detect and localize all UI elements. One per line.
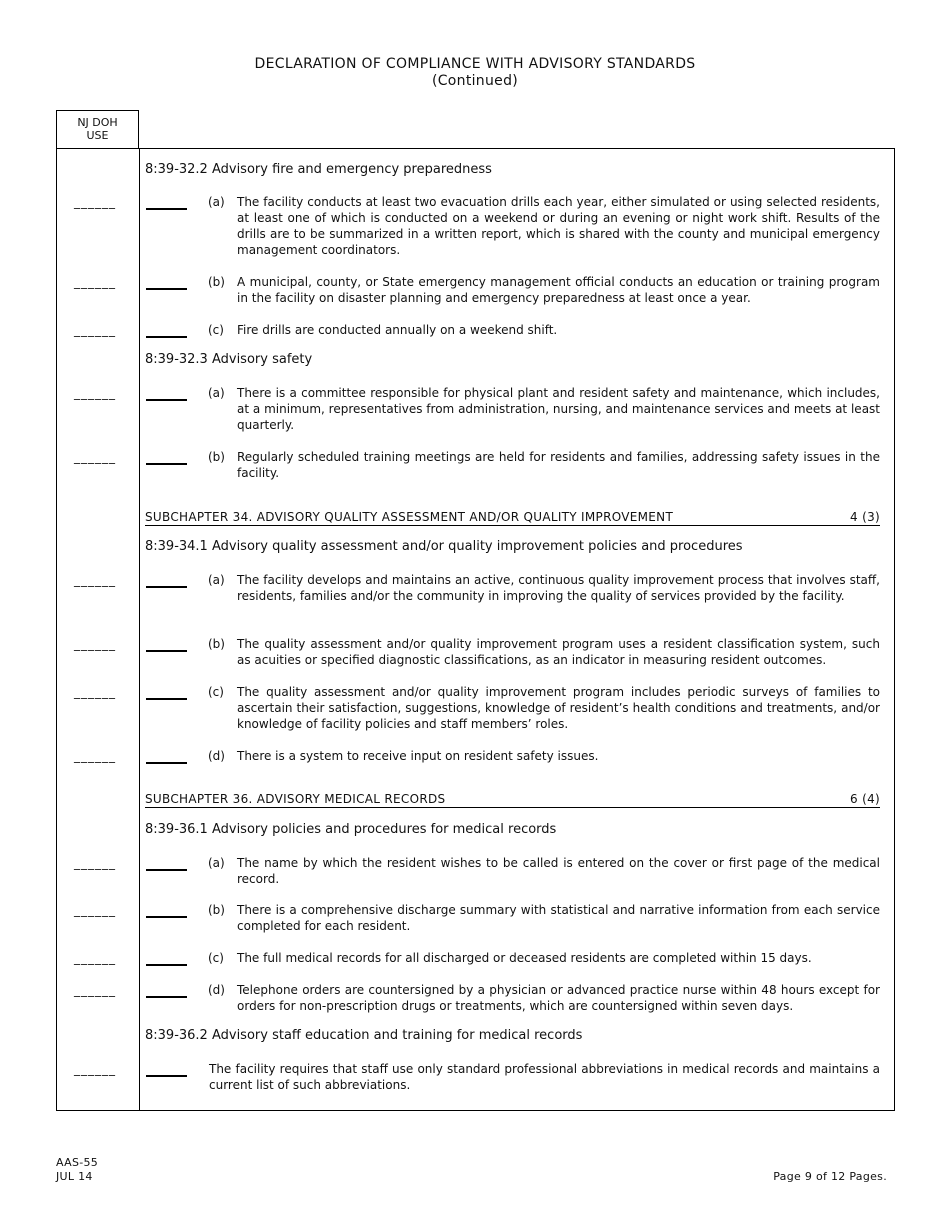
item-text: The full medical records for all discharged or deceased residents are completed within 15 days.: [237, 951, 812, 965]
compliance-item: [0, 572, 895, 603]
item-label: (c): [208, 685, 224, 699]
item-text: There is a committee responsible for physical plant and resident safety and maintenance, which includes, at a minimum, representatives from administration, nursing, and maintenance services and meets at least quarterly.: [237, 386, 880, 432]
njdoh-mark-field[interactable]: ______: [74, 195, 116, 209]
item-text: Fire drills are conducted annually on a weekend shift.: [237, 323, 558, 337]
section-heading: 8:39-32.3 Advisory safety: [145, 352, 313, 367]
compliance-blank[interactable]: [146, 762, 187, 764]
njdoh-mark-field[interactable]: ______: [74, 685, 116, 699]
column-divider: [139, 148, 140, 1111]
compliance-blank[interactable]: [146, 698, 187, 700]
subchapter-heading: [145, 792, 880, 808]
item-text: Telephone orders are countersigned by a physician or advanced practice nurse within 48 hours except for orders for non-prescription drugs or treatments, which are countersigned within seven days.: [237, 983, 880, 1013]
njdoh-use-label: NJ DOH USE: [77, 116, 118, 142]
njdoh-mark-field[interactable]: ______: [74, 275, 116, 289]
item-label: (c): [208, 323, 224, 337]
item-label: (b): [208, 275, 225, 289]
njdoh-mark-field[interactable]: ______: [74, 951, 116, 965]
subchapter-points: 6 (4): [850, 792, 880, 806]
item-label: (a): [208, 386, 225, 400]
njdoh-mark-field[interactable]: ______: [74, 573, 116, 587]
compliance-item: [0, 902, 895, 933]
njdoh-mark-field[interactable]: ______: [74, 856, 116, 870]
item-text: The facility develops and maintains an active, continuous quality improvement process that involves staff, residents, families and/or the community in improving the quality of services provided by the facility.: [237, 573, 880, 603]
compliance-blank[interactable]: [146, 1075, 187, 1077]
compliance-blank[interactable]: [146, 399, 187, 401]
compliance-item: [0, 950, 895, 965]
compliance-blank[interactable]: [146, 288, 187, 290]
compliance-item: [0, 982, 895, 1013]
compliance-item: [0, 194, 895, 257]
item-text: Regularly scheduled training meetings are held for residents and families, addressing safety issues in the facility.: [237, 450, 880, 480]
compliance-blank[interactable]: [146, 964, 187, 966]
item-text: The facility requires that staff use only standard professional abbreviations in medical records and maintains a current list of such abbreviations.: [209, 1062, 880, 1092]
compliance-item: [0, 855, 895, 886]
njdoh-mark-field[interactable]: ______: [74, 1062, 116, 1076]
compliance-blank[interactable]: [146, 208, 187, 210]
item-label: (a): [208, 573, 225, 587]
compliance-item: [0, 385, 895, 432]
subchapter-title: SUBCHAPTER 36. ADVISORY MEDICAL RECORDS: [145, 792, 446, 806]
item-text: The facility conducts at least two evacuation drills each year, either simulated or using selected residents, at least one of which is conducted on a weekend or during an evening or night work shift. Results of the drills are to be summarized in a written report, which is shared with the county and municipal emergency management coordinators.: [237, 195, 880, 257]
compliance-item: [0, 636, 895, 667]
item-label: (b): [208, 903, 225, 917]
item-text: A municipal, county, or State emergency management official conducts an education or training program in the facility on disaster planning and emergency preparedness at least once a year.: [237, 275, 880, 305]
njdoh-mark-field[interactable]: ______: [74, 983, 116, 997]
item-label: (d): [208, 749, 225, 763]
page-title: [0, 56, 950, 90]
compliance-blank[interactable]: [146, 650, 187, 652]
section-heading: 8:39-34.1 Advisory quality assessment and/or quality improvement policies and procedures: [145, 539, 743, 554]
njdoh-mark-field[interactable]: ______: [74, 903, 116, 917]
section-heading: 8:39-36.2 Advisory staff education and training for medical records: [145, 1028, 583, 1043]
section-heading: 8:39-36.1 Advisory policies and procedures for medical records: [145, 822, 557, 837]
njdoh-mark-field[interactable]: ______: [74, 450, 116, 464]
njdoh-mark-field[interactable]: ______: [74, 749, 116, 763]
item-text: There is a system to receive input on resident safety issues.: [237, 749, 599, 763]
subchapter-heading: [145, 510, 880, 526]
item-text: The quality assessment and/or quality improvement program uses a resident classification system, such as acuities or specified diagnostic classifications, as an indicator in measuring resident outcomes.: [237, 637, 880, 667]
compliance-blank[interactable]: [146, 869, 187, 871]
item-label: (c): [208, 951, 224, 965]
njdoh-mark-field[interactable]: ______: [74, 637, 116, 651]
compliance-blank[interactable]: [146, 336, 187, 338]
njdoh-mark-field[interactable]: ______: [74, 386, 116, 400]
subchapter-title: SUBCHAPTER 34. ADVISORY QUALITY ASSESSMENT AND/OR QUALITY IMPROVEMENT: [145, 510, 674, 524]
njdoh-use-header: [56, 110, 139, 148]
compliance-item: [0, 449, 895, 480]
subchapter-points: 4 (3): [850, 510, 880, 524]
title-line: DECLARATION OF COMPLIANCE WITH ADVISORY STANDARDS: [254, 56, 696, 72]
item-text: The quality assessment and/or quality improvement program includes periodic surveys of families to ascertain their satisfaction, suggestions, knowledge of resident’s health conditions and treatments, and/or knowledge of facility policies and staff members’ roles.: [237, 685, 880, 731]
page-number: Page 9 of 12 Pages.: [773, 1170, 887, 1183]
form-number: AAS-55: [56, 1156, 99, 1169]
compliance-blank[interactable]: [146, 916, 187, 918]
item-text: There is a comprehensive discharge summary with statistical and narrative information from each service completed for each resident.: [237, 903, 880, 933]
compliance-item: [0, 274, 895, 305]
item-label: (d): [208, 983, 225, 997]
item-text: The name by which the resident wishes to be called is entered on the cover or first page of the medical record.: [237, 856, 880, 886]
subtitle-line: (Continued): [431, 73, 519, 89]
section-heading: 8:39-32.2 Advisory fire and emergency preparedness: [145, 162, 492, 177]
compliance-item: [0, 322, 895, 337]
item-label: (b): [208, 637, 225, 651]
item-label: (b): [208, 450, 225, 464]
compliance-item: [0, 684, 895, 731]
njdoh-mark-field[interactable]: ______: [74, 323, 116, 337]
compliance-item: [0, 1061, 895, 1092]
compliance-blank[interactable]: [146, 463, 187, 465]
compliance-blank[interactable]: [146, 996, 187, 998]
compliance-item: [0, 748, 895, 763]
form-date: JUL 14: [56, 1170, 93, 1183]
item-label: (a): [208, 856, 225, 870]
item-label: (a): [208, 195, 225, 209]
compliance-blank[interactable]: [146, 586, 187, 588]
